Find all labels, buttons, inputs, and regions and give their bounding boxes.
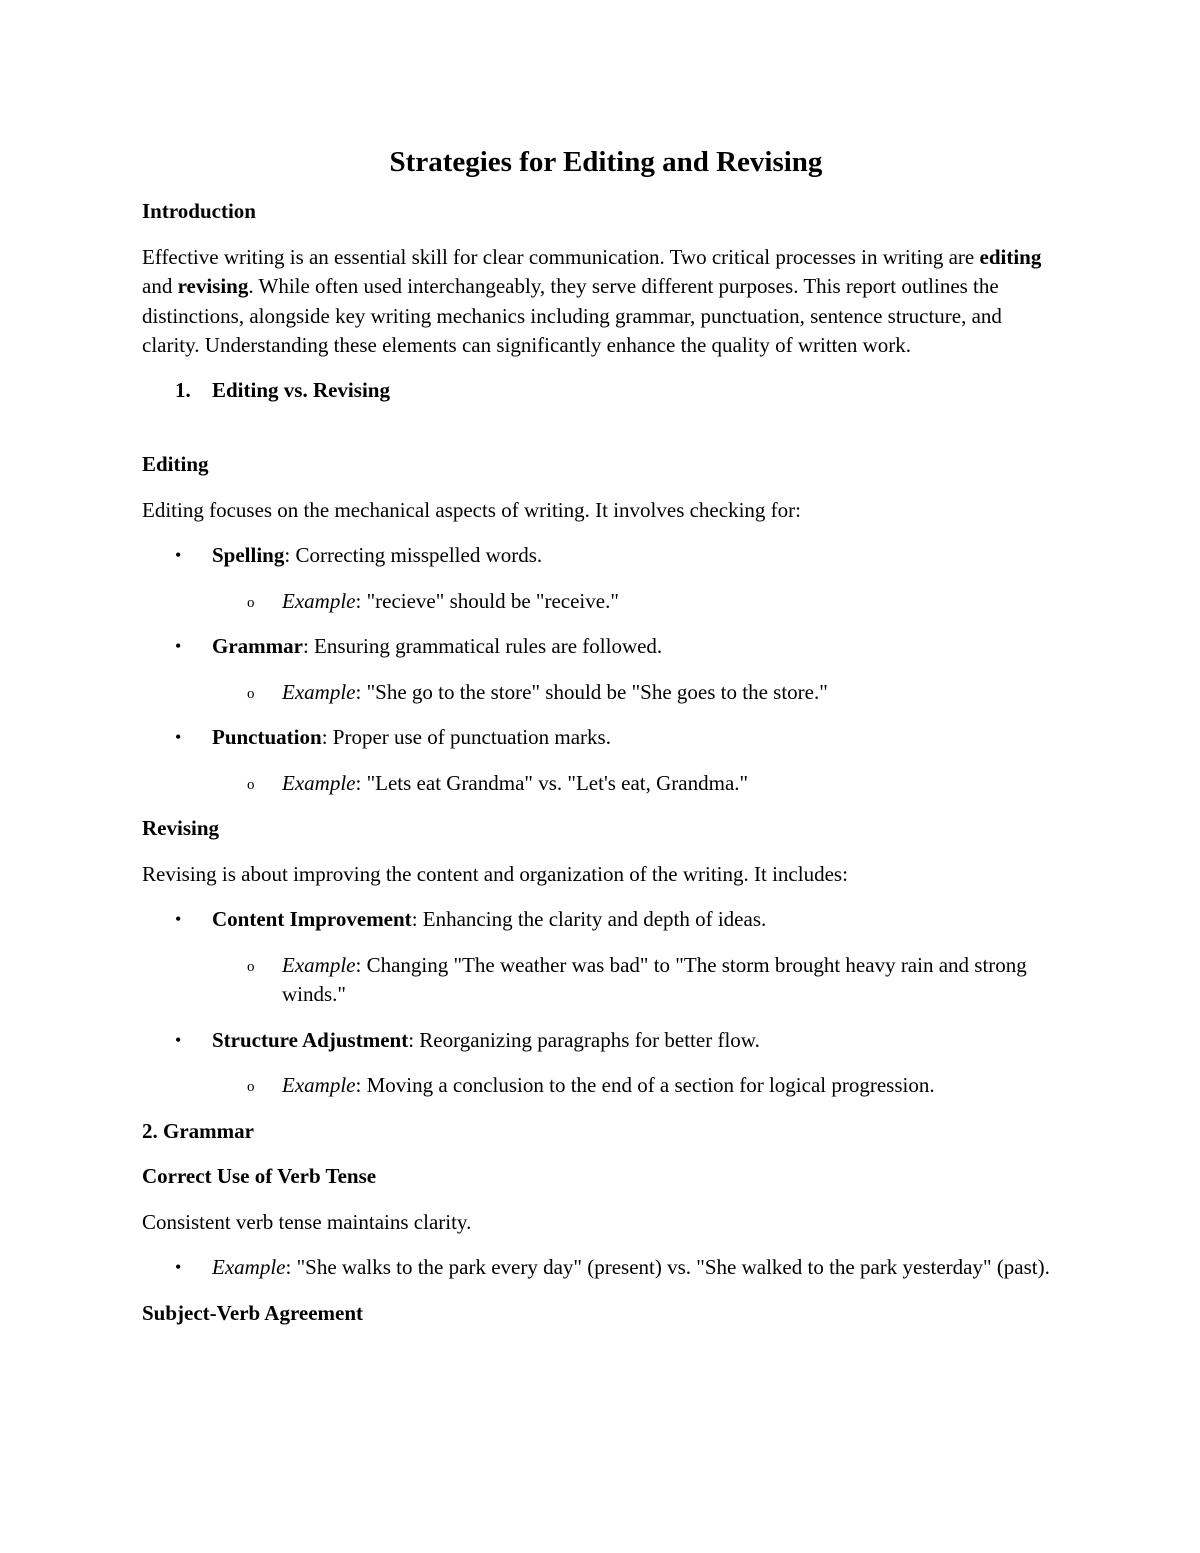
- intro-text-3: . While often used interchangeably, they serve different purposes. This report outlines the distinctions, alongside key writing mechanics including grammar, punctuation, sentence structure, and clarity. Understanding these elements can significantly enhance the quality of written work.: [142, 274, 1002, 357]
- editing-term: Spelling: [212, 543, 285, 567]
- bullet-icon: •: [175, 1257, 182, 1277]
- bullet-icon: •: [175, 636, 182, 656]
- editing-desc: : Proper use of punctuation marks.: [321, 725, 611, 749]
- intro-text-1: Effective writing is an essential skill for clear communication. Two critical processes in writing are: [142, 244, 980, 269]
- revising-desc: : Enhancing the clarity and depth of ideas.: [411, 907, 767, 931]
- intro-paragraph: [142, 243, 1062, 361]
- example-label: Example: [212, 1255, 286, 1279]
- example-label: Example: [282, 679, 356, 704]
- bullet-icon: •: [175, 1029, 182, 1050]
- editing-example: [142, 678, 1062, 708]
- example-text: : "Lets eat Grandma" vs. "Let's eat, Grandma.": [355, 770, 749, 795]
- revising-example: [142, 951, 1062, 1010]
- intro-heading: Introduction: [142, 199, 256, 223]
- subject-verb-heading: Subject-Verb Agreement: [142, 1300, 364, 1325]
- example-text: : "recieve" should be "receive.": [355, 588, 619, 613]
- editing-example: [142, 769, 1062, 799]
- sub-bullet-icon: o: [247, 776, 255, 793]
- verb-tense-heading: Correct Use of Verb Tense: [142, 1164, 377, 1188]
- sub-bullet-icon: o: [247, 685, 255, 702]
- sub-bullet-icon: o: [247, 1079, 255, 1095]
- bullet-icon: •: [175, 545, 182, 565]
- revising-example: [142, 1071, 1062, 1101]
- intro-bold-editing: editing: [979, 244, 1042, 269]
- revising-term: Content Improvement: [212, 907, 412, 931]
- example-label: Example: [282, 588, 356, 613]
- intro-text-2: and: [142, 274, 178, 298]
- editing-heading: Editing: [142, 452, 209, 476]
- revising-item: [142, 1026, 1062, 1056]
- editing-item: [142, 632, 1062, 662]
- section-2-heading: 2. Grammar: [142, 1118, 254, 1143]
- section-1-heading: [142, 376, 1062, 406]
- verb-tense-text: Consistent verb tense maintains clarity.: [142, 1209, 472, 1234]
- document-title: Strategies for Editing and Revising: [389, 146, 823, 178]
- sub-bullet-icon: o: [247, 594, 255, 611]
- revising-desc: : Reorganizing paragraphs for better flow.: [408, 1027, 760, 1052]
- editing-item: [142, 541, 1062, 571]
- editing-term: Punctuation: [212, 725, 322, 749]
- editing-item: [142, 723, 1062, 753]
- example-label: Example: [282, 952, 356, 977]
- editing-desc: : Correcting misspelled words.: [284, 543, 543, 567]
- editing-term: Grammar: [212, 634, 303, 658]
- revising-intro: Revising is about improving the content and organization of the writing. It includes:: [142, 861, 848, 886]
- example-text: : Moving a conclusion to the end of a section for logical progression.: [355, 1073, 935, 1097]
- revising-term: Structure Adjustment: [212, 1027, 409, 1052]
- revising-heading: Revising: [142, 816, 220, 840]
- section-1-title: Editing vs. Revising: [212, 377, 390, 402]
- document-body: [142, 144, 1062, 1328]
- intro-bold-revising: revising: [177, 274, 249, 298]
- example-text: : Changing "The weather was bad" to "The storm brought heavy rain and strong winds.": [282, 952, 1027, 1006]
- example-text: : "She walks to the park every day" (present) vs. "She walked to the park yesterday" (past).: [285, 1255, 1050, 1279]
- example-text: : "She go to the store" should be "She goes to the store.": [355, 679, 828, 704]
- example-label: Example: [282, 1073, 356, 1097]
- editing-desc: : Ensuring grammatical rules are followed.: [302, 634, 663, 658]
- bullet-icon: •: [175, 909, 182, 929]
- revising-item: [142, 905, 1062, 935]
- editing-intro: Editing focuses on the mechanical aspects of writing. It involves checking for:: [142, 497, 801, 522]
- editing-example: [142, 587, 1062, 617]
- verb-tense-example: [142, 1253, 1062, 1283]
- bullet-icon: •: [175, 727, 182, 747]
- example-label: Example: [282, 770, 356, 795]
- sub-bullet-icon: o: [247, 958, 255, 975]
- section-1-number: 1.: [175, 377, 191, 402]
